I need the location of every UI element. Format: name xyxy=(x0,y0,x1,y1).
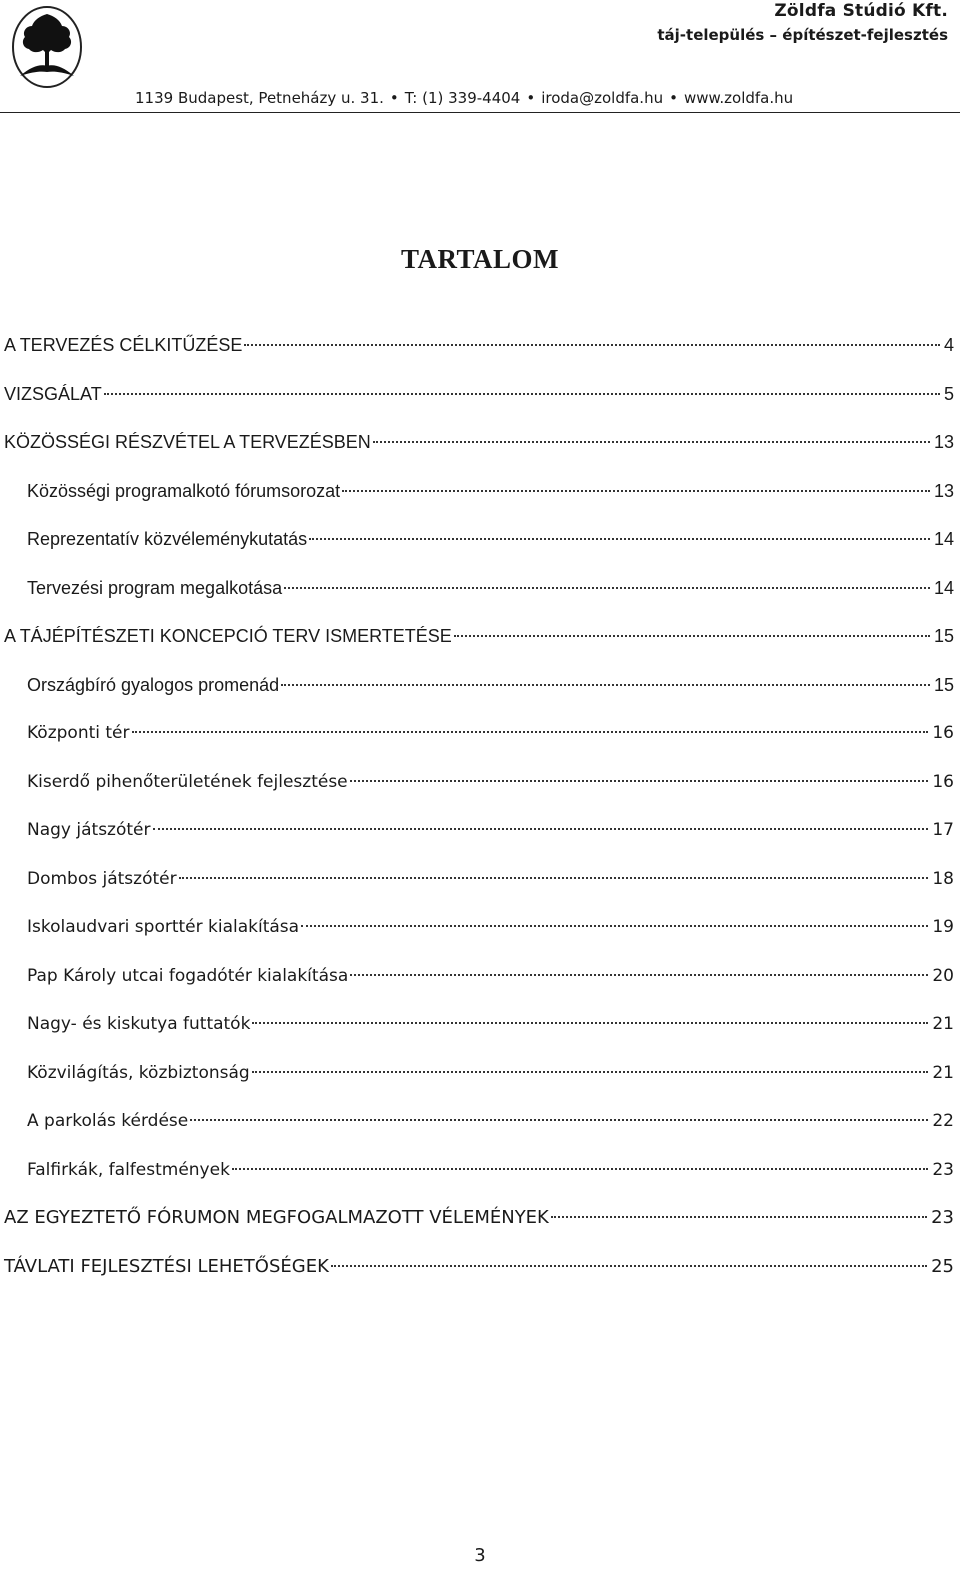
toc-entry[interactable] xyxy=(4,525,954,574)
phone-text: T: (1) 339-4404 xyxy=(404,89,521,107)
toc-entry-page: 20 xyxy=(932,965,954,986)
toc-entry-page: 15 xyxy=(933,674,954,695)
toc-entry-page: 19 xyxy=(932,917,954,937)
toc-entry[interactable] xyxy=(4,574,954,623)
toc-entry-page: 21 xyxy=(932,1014,954,1034)
toc-entry-page: 23 xyxy=(932,1159,954,1180)
toc-entry[interactable] xyxy=(4,768,954,817)
dot-leader xyxy=(350,780,929,782)
dot-leader xyxy=(373,441,930,443)
dot-leader xyxy=(153,828,929,830)
dot-leader xyxy=(331,1265,927,1267)
page-title: TARTALOM xyxy=(400,244,560,274)
toc-entry-page: 14 xyxy=(933,577,954,598)
bullet-separator: • xyxy=(526,89,536,107)
toc-entry[interactable] xyxy=(4,1253,954,1302)
table-of-contents xyxy=(4,331,954,1301)
toc-entry-page: 17 xyxy=(932,820,954,840)
toc-entry-label: Nagy játszótér xyxy=(27,820,151,840)
toc-entry-label: Központi tér xyxy=(27,723,130,743)
toc-entry-page: 4 xyxy=(943,335,954,355)
toc-entry-page: 13 xyxy=(933,480,954,501)
toc-entry-label: Falfirkák, falfestmények xyxy=(27,1159,230,1180)
company-tagline: táj-település – építészet-fejlesztés xyxy=(657,26,948,44)
toc-entry[interactable] xyxy=(4,1107,954,1156)
toc-entry-page: 22 xyxy=(932,1111,954,1131)
toc-entry-label: Reprezentatív közvéleménykutatás xyxy=(27,529,308,549)
toc-entry[interactable] xyxy=(4,428,954,477)
toc-entry[interactable] xyxy=(4,913,954,962)
toc-entry[interactable] xyxy=(4,816,954,865)
toc-entry-label: A TÁJÉPÍTÉSZETI KONCEPCIÓ TERV ISMERTETÉSE xyxy=(4,626,452,646)
tree-logo-icon xyxy=(10,4,84,90)
toc-entry[interactable] xyxy=(4,380,954,429)
dot-leader xyxy=(104,393,940,395)
dot-leader xyxy=(281,684,930,686)
toc-entry-page: 14 xyxy=(933,529,954,549)
dot-leader xyxy=(232,1168,928,1170)
contact-line xyxy=(135,88,793,108)
header-divider xyxy=(0,112,960,113)
toc-entry-label: Nagy- és kiskutya futtatók xyxy=(27,1014,251,1034)
dot-leader xyxy=(350,974,928,976)
dot-leader xyxy=(301,925,928,927)
letterhead xyxy=(0,0,960,115)
toc-entry-label: Kiserdő pihenőterületének fejlesztése xyxy=(27,771,348,792)
dot-leader xyxy=(309,538,930,540)
dot-leader xyxy=(252,1071,929,1073)
company-block xyxy=(657,0,948,46)
bullet-separator: • xyxy=(669,89,678,107)
toc-entry[interactable] xyxy=(4,622,954,671)
toc-entry-page: 16 xyxy=(932,723,954,743)
toc-entry-page: 23 xyxy=(931,1207,954,1228)
toc-entry-label: Közösségi programalkotó fórumsorozat xyxy=(27,480,341,501)
dot-leader xyxy=(342,490,930,492)
toc-entry[interactable] xyxy=(4,1204,954,1253)
toc-entry[interactable] xyxy=(4,331,954,380)
toc-entry-label: A parkolás kérdése xyxy=(27,1111,189,1131)
dot-leader xyxy=(132,731,929,733)
toc-entry-label: Pap Károly utcai fogadótér kialakítása xyxy=(27,965,349,986)
address-text: 1139 Budapest, Petneházy u. 31. xyxy=(135,89,384,107)
toc-entry[interactable] xyxy=(4,865,954,914)
toc-entry-label: A TERVEZÉS CÉLKITŰZÉSE xyxy=(4,335,243,355)
toc-entry-label: VIZSGÁLAT xyxy=(4,383,102,404)
dot-leader xyxy=(252,1022,928,1024)
company-name: Zöldfa Stúdió Kft. xyxy=(774,1,948,21)
toc-entry-page: 5 xyxy=(943,383,954,404)
toc-entry[interactable] xyxy=(4,1010,954,1059)
toc-entry-label: TÁVLATI FEJLESZTÉSI LEHETŐSÉGEK xyxy=(4,1255,329,1277)
toc-entry-label: Iskolaudvari sporttér kialakítása xyxy=(27,917,300,937)
toc-entry[interactable] xyxy=(4,719,954,768)
dot-leader xyxy=(454,635,930,637)
toc-entry-label: Dombos játszótér xyxy=(27,868,177,889)
toc-entry-page: 25 xyxy=(931,1255,954,1277)
toc-entry[interactable] xyxy=(4,1156,954,1205)
page-number: 3 xyxy=(474,1545,486,1566)
toc-entry-label: Közvilágítás, közbiztonság xyxy=(27,1062,250,1083)
toc-entry[interactable] xyxy=(4,962,954,1011)
toc-entry-label: KÖZÖSSÉGI RÉSZVÉTEL A TERVEZÉSBEN xyxy=(4,432,371,452)
toc-entry-page: 13 xyxy=(933,432,954,452)
dot-leader xyxy=(284,587,930,589)
dot-leader xyxy=(190,1119,928,1121)
dot-leader xyxy=(244,344,940,346)
email-link[interactable]: iroda@zoldfa.hu xyxy=(541,89,664,107)
toc-entry-page: 15 xyxy=(933,626,954,646)
bullet-separator: • xyxy=(389,89,399,107)
dot-leader xyxy=(551,1216,927,1218)
toc-entry-label: Országbíró gyalogos promenád xyxy=(27,674,280,695)
toc-entry[interactable] xyxy=(4,1059,954,1108)
toc-entry-label: Tervezési program megalkotása xyxy=(27,577,283,598)
dot-leader xyxy=(179,877,929,879)
toc-entry[interactable] xyxy=(4,671,954,720)
toc-entry-page: 21 xyxy=(932,1062,954,1083)
toc-entry-label: AZ EGYEZTETŐ FÓRUMON MEGFOGALMAZOTT VÉLEMÉNYEK xyxy=(4,1207,549,1228)
toc-entry-page: 18 xyxy=(932,868,954,889)
website-link[interactable]: www.zoldfa.hu xyxy=(683,89,794,107)
toc-entry-page: 16 xyxy=(932,771,954,792)
toc-entry[interactable] xyxy=(4,477,954,526)
